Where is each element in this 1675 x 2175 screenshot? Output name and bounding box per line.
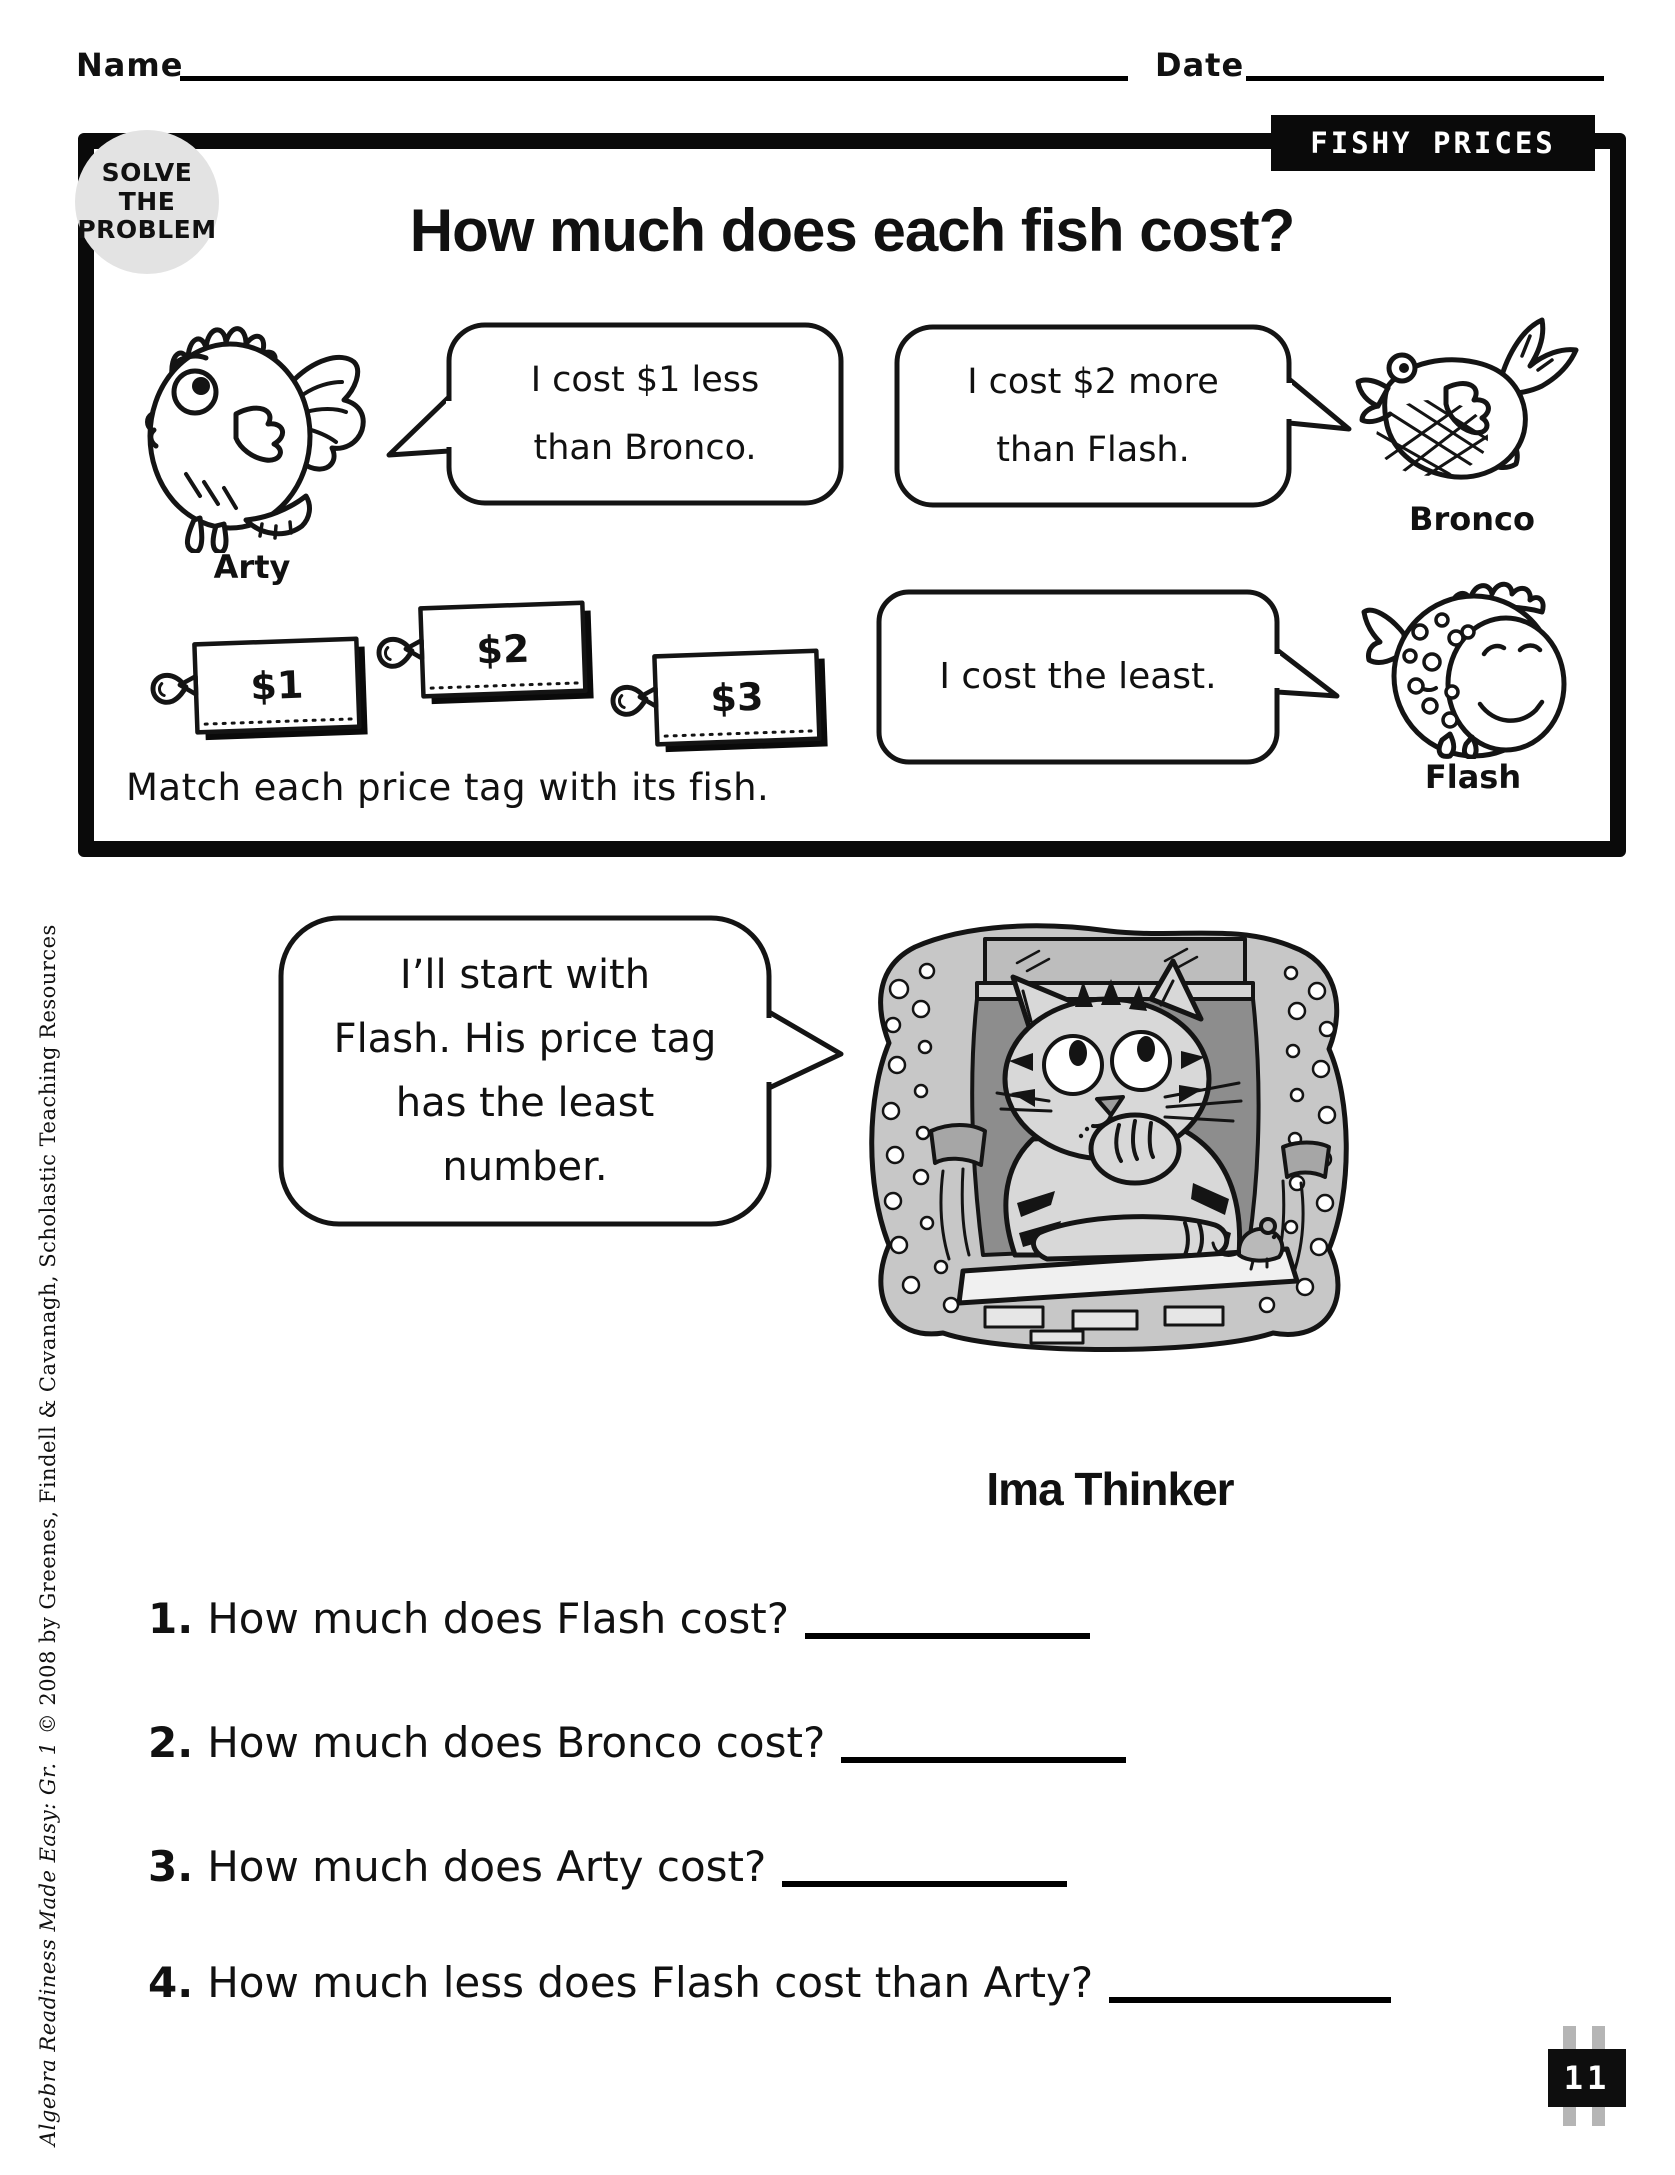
bubble-line: has the least	[395, 1080, 655, 1126]
bronco-fish-illustration	[1352, 308, 1592, 494]
page-title: How much does each fish cost?	[409, 197, 1295, 264]
bubble-line: I cost the least.	[939, 655, 1217, 697]
flash-fish-name: Flash	[1424, 758, 1522, 796]
flash-speech-bubble	[875, 588, 1350, 768]
date-label: Date	[1155, 46, 1245, 84]
badge-line: THE	[118, 186, 176, 216]
arty-fish-name: Arty	[213, 548, 291, 586]
credit-series-title: Algebra Readiness Made Easy: Gr. 1	[36, 1734, 60, 2146]
instruction-text: Match each price tag with its fish.	[126, 766, 770, 809]
arty-fish-illustration	[138, 298, 378, 553]
copyright-credit	[36, 924, 60, 2146]
bubble-line: Flash. His price tag	[333, 1016, 717, 1062]
flash-fish-illustration	[1358, 574, 1583, 759]
question-4-answer-line[interactable]	[1109, 1997, 1391, 2003]
price-tag-1	[144, 626, 384, 752]
price-tag-value: $2	[475, 626, 531, 673]
price-tag-3	[604, 638, 844, 764]
name-write-line[interactable]	[180, 76, 1128, 81]
bronco-fish-name: Bronco	[1409, 500, 1535, 538]
page-number-badge: 11	[1548, 2049, 1626, 2107]
question-number: 4.	[148, 1958, 194, 2007]
question-number: 1.	[148, 1594, 194, 1643]
bubble-line: I cost $2 more	[967, 361, 1219, 402]
ima-thinker-cat-illustration	[835, 903, 1380, 1373]
thinker-speech-bubble	[275, 912, 850, 1232]
bubble-line: I cost $1 less	[530, 359, 760, 400]
question-text: How much does Arty cost?	[207, 1842, 767, 1891]
question-2	[148, 1718, 1126, 1767]
price-tag-value: $3	[709, 674, 765, 721]
question-text: How much less does Flash cost than Arty?	[207, 1958, 1094, 2007]
bronco-speech-bubble	[893, 323, 1353, 509]
bubble-line: number.	[442, 1144, 608, 1190]
cat-name-caption: Ima Thinker	[986, 1463, 1234, 1515]
solve-the-problem-badge	[75, 130, 219, 274]
price-tag-2	[370, 590, 610, 716]
question-3	[148, 1842, 1067, 1891]
name-label: Name	[76, 46, 184, 84]
arty-speech-bubble	[385, 321, 845, 510]
bubble-line: than Flash.	[996, 430, 1190, 470]
question-text: How much does Flash cost?	[207, 1594, 790, 1643]
question-1	[148, 1594, 1090, 1643]
credit-publisher: © 2008 by Greenes, Findell & Cavanagh, Scholastic Teaching Resources	[36, 924, 60, 1735]
badge-line: PROBLEM	[77, 215, 217, 245]
badge-line: SOLVE	[101, 158, 193, 188]
question-number: 3.	[148, 1842, 194, 1891]
question-1-answer-line[interactable]	[805, 1633, 1090, 1639]
bubble-line: I’ll start with	[399, 952, 651, 998]
price-tag-value: $1	[249, 662, 305, 709]
question-4	[148, 1958, 1391, 2007]
question-2-answer-line[interactable]	[841, 1757, 1126, 1763]
question-number: 2.	[148, 1718, 194, 1767]
question-text: How much does Bronco cost?	[207, 1718, 826, 1767]
question-3-answer-line[interactable]	[782, 1881, 1067, 1887]
bubble-line: than Bronco.	[533, 428, 757, 468]
worksheet-title-banner: FISHY PRICES	[1271, 115, 1595, 171]
date-write-line[interactable]	[1246, 76, 1604, 81]
